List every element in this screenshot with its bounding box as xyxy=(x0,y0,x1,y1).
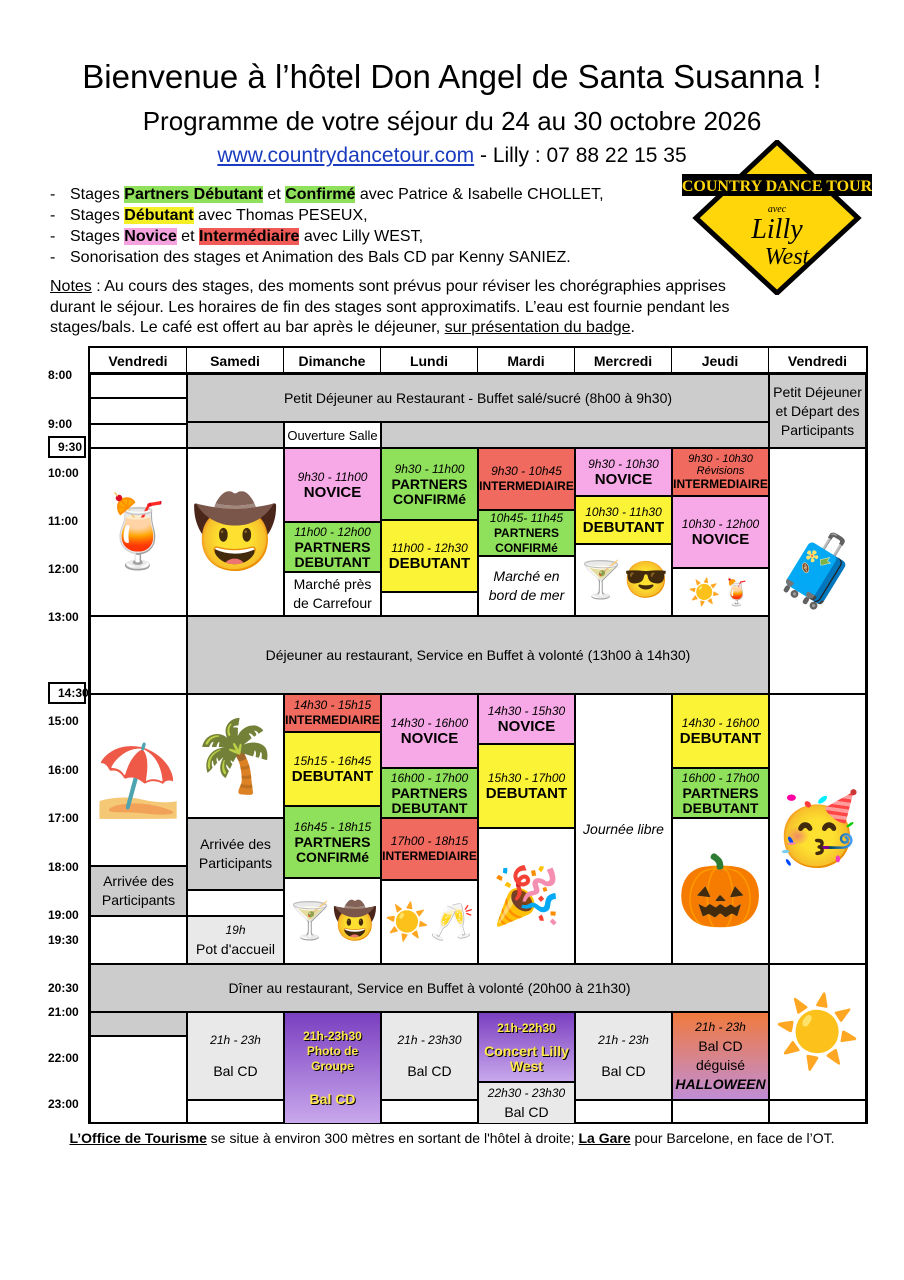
session-block: 16h45 - 18h15 PARTNERS CONFIRMé xyxy=(284,806,381,878)
empty-cell xyxy=(187,1100,284,1124)
logo-line2: avec xyxy=(767,204,787,215)
cocktail-icon: 🍹 xyxy=(720,577,753,607)
footer-note: L’Office de Tourisme se situe à environ 300 mètres en sortant de l'hôtel à droite; La Gare pour Barcelone, en face de l’OT. xyxy=(69,1130,835,1146)
empty-cell xyxy=(187,890,284,916)
sun-cocktail-cell xyxy=(672,568,769,616)
time-label: 18:00 xyxy=(48,860,79,874)
website-link[interactable]: www.countrydancetour.com xyxy=(217,144,475,167)
session-block: 14h30 - 16h00 DEBUTANT xyxy=(672,694,769,768)
day-header: Vendredi xyxy=(90,348,187,374)
breakfast-depart-block: Petit Déjeuner et Départ des Participants xyxy=(769,374,866,448)
cocktail-cell xyxy=(90,448,187,616)
martini-icon: 🍸 xyxy=(287,900,333,941)
cowboy-cell xyxy=(187,448,284,616)
pumpkin-icon: 🎃 xyxy=(676,852,765,930)
session-block: 14h30 - 15h15 INTERMEDIAIRE xyxy=(284,694,381,732)
empty-cell xyxy=(90,398,187,424)
stage-item: - Stages Novice et Intermédiaire avec Lilly WEST, xyxy=(50,226,604,247)
sunglasses-icon: 😎 xyxy=(623,559,669,600)
empty-cell xyxy=(90,424,187,448)
journee-libre: Journée libre xyxy=(575,694,672,964)
umbrella-icon: ⛱️ xyxy=(94,741,183,819)
bal-cd-block: 21h - 23h30 Bal CD xyxy=(381,1012,478,1100)
schedule-grid xyxy=(88,346,868,1124)
time-label: 11:00 xyxy=(48,514,79,528)
session-block: 16h00 - 17h00 PARTNERS DEBUTANT xyxy=(672,768,769,818)
bal-photo-block: 21h-23h30 Photo de Groupe Bal CD xyxy=(284,1012,381,1124)
logo-line4: West xyxy=(764,244,810,270)
dinner-block: Dîner au restaurant, Service en Buffet à volonté (20h00 à 21h30) xyxy=(90,964,769,1012)
marche-carrefour: Marché près de Carrefour xyxy=(284,572,381,616)
empty-cell xyxy=(90,916,187,964)
day-header: Dimanche xyxy=(284,348,381,374)
time-label: 17:00 xyxy=(48,811,79,825)
session-block: 15h15 - 16h45 DEBUTANT xyxy=(284,732,381,806)
page-subtitle: Programme de votre séjour du 24 au 30 octobre 2026 xyxy=(142,106,762,136)
time-label-boxed: 14:30 xyxy=(48,682,86,704)
party-cell xyxy=(769,694,866,964)
arrivee-samedi: Arrivée des Participants xyxy=(187,818,284,890)
grey-filler xyxy=(187,422,284,448)
session-block: 9h30 - 10h30 NOVICE xyxy=(575,448,672,496)
phone-text: - Lilly : 07 88 22 15 35 xyxy=(474,144,687,167)
arrivee-vendredi: Arrivée des Participants xyxy=(90,866,187,916)
bal-cd-block: 21h - 23h Bal CD xyxy=(575,1012,672,1100)
popper-icon: 🎉 xyxy=(491,864,562,927)
session-block: 11h00 - 12h00 PARTNERS DEBUTANT xyxy=(284,522,381,572)
suitcase-icon: 🧳 xyxy=(773,532,862,610)
time-label: 15:00 xyxy=(48,714,79,728)
time-label: 12:00 xyxy=(48,562,79,576)
day-header: Samedi xyxy=(187,348,284,374)
session-block: 10h30 - 11h30 DEBUTANT xyxy=(575,496,672,544)
sun-icon: ☀️ xyxy=(384,901,430,942)
sun-icon: ☀️ xyxy=(688,577,721,607)
empty-cell xyxy=(381,592,478,616)
session-block: 10h30 - 12h00 NOVICE xyxy=(672,496,769,568)
martini-sunglasses-cell xyxy=(575,544,672,616)
cocktail-icon: 🍹 xyxy=(94,493,183,571)
cowboy-icon: 🤠 xyxy=(332,900,378,941)
stage-item: - Stages Partners Débutant et Confirmé avec Patrice & Isabelle CHOLLET, xyxy=(50,184,604,205)
day-header: Vendredi xyxy=(769,348,866,374)
halloween-bal-block: 21h - 23h Bal CD déguisé HALLOWEEN xyxy=(672,1012,769,1100)
ouverture-salle: Ouverture Salle xyxy=(284,422,381,448)
session-block: 11h00 - 12h30 DEBUTANT xyxy=(381,520,478,592)
empty-cell xyxy=(90,374,187,398)
pumpkin-cell xyxy=(672,818,769,964)
country-dance-tour-logo xyxy=(682,140,872,295)
concert-block: 21h-22h30 Concert Lilly West xyxy=(478,1012,575,1082)
breakfast-block: Petit Déjeuner au Restaurant - Buffet salé/sucré (8h00 à 9h30) xyxy=(187,374,769,422)
stage-item: - Sonorisation des stages et Animation des Bals CD par Kenny SANIEZ. xyxy=(50,247,604,268)
empty-cell xyxy=(769,1100,866,1124)
time-label: 20:30 xyxy=(48,981,79,995)
session-block: 9h30 - 10h30 Révisions INTERMEDIAIRE xyxy=(672,448,769,496)
martini-icon: 🍸 xyxy=(578,559,624,600)
empty-cell xyxy=(381,1100,478,1124)
time-label: 8:00 xyxy=(48,368,73,382)
champagne-icon: 🥂 xyxy=(429,901,475,942)
suitcase-cell xyxy=(769,448,866,694)
stages-list xyxy=(50,184,604,268)
time-label: 10:00 xyxy=(48,466,79,480)
big-sun-cell xyxy=(769,964,866,1100)
time-label: 22:00 xyxy=(48,1051,79,1065)
popper-cell xyxy=(478,828,575,964)
sun-icon: ☀️ xyxy=(773,993,862,1071)
lunch-block: Déjeuner au restaurant, Service en Buffet à volonté (13h00 à 14h30) xyxy=(187,616,769,694)
time-label: 13:00 xyxy=(48,610,79,624)
marche-bord-de-mer: Marché en bord de mer xyxy=(478,556,575,616)
time-label: 19:30 xyxy=(48,933,79,947)
session-block: 16h00 - 17h00 PARTNERS DEBUTANT xyxy=(381,768,478,818)
sun-champagne-cell xyxy=(381,880,478,964)
logo-line1: COUNTRY DANCE TOUR xyxy=(682,178,872,195)
page-title: Bienvenue à l’hôtel Don Angel de Santa Susanna ! xyxy=(82,58,822,95)
time-label: 19:00 xyxy=(48,908,79,922)
session-block: 14h30 - 16h00 NOVICE xyxy=(381,694,478,768)
session-block: 15h30 - 17h00 DEBUTANT xyxy=(478,744,575,828)
session-block: 17h00 - 18h15 INTERMEDIAIRE xyxy=(381,818,478,880)
session-block: 9h30 - 11h00 NOVICE xyxy=(284,448,381,522)
bal-cd-block: 21h - 23h Bal CD xyxy=(187,1012,284,1100)
empty-cell xyxy=(672,1100,769,1124)
time-label: 23:00 xyxy=(48,1097,79,1111)
session-block: 10h45- 11h45 PARTNERS CONFIRMé xyxy=(478,510,575,556)
day-header: Lundi xyxy=(381,348,478,374)
time-label-boxed: 9:30 xyxy=(48,436,86,458)
bal-cd-block: 22h30 - 23h30 Bal CD xyxy=(478,1082,575,1124)
session-block: 9h30 - 11h00 PARTNERS CONFIRMé xyxy=(381,448,478,520)
palm-cell xyxy=(187,694,284,818)
time-label: 21:00 xyxy=(48,1005,79,1019)
cowboy-icon: 🤠 xyxy=(191,493,280,571)
day-header: Jeudi xyxy=(672,348,769,374)
day-header: Mardi xyxy=(478,348,575,374)
day-header: Mercredi xyxy=(575,348,672,374)
empty-cell xyxy=(90,1036,187,1124)
palm-icon: 🌴 xyxy=(191,717,280,795)
stage-item: - Stages Débutant avec Thomas PESEUX, xyxy=(50,205,604,226)
notes-paragraph: Notes : Au cours des stages, des moments sont prévus pour réviser les chorégraphies apprises durant le séjour. Les horaires de fin des stages sont approximatifs. L’eau est fournie pendant les stages/bals. Le café est offert au bar après le déjeuner, sur présentation du badge. xyxy=(50,278,730,336)
grey-filler xyxy=(381,422,769,448)
session-block: 9h30 - 10h45 INTERMEDIAIRE xyxy=(478,448,575,510)
session-block: 14h30 - 15h30 NOVICE xyxy=(478,694,575,744)
time-label: 9:00 xyxy=(48,417,73,431)
pot-accueil: 19h Pot d'accueil xyxy=(187,916,284,964)
empty-cell xyxy=(575,1100,672,1124)
logo-line3: Lilly xyxy=(751,214,803,245)
grey-filler xyxy=(90,1012,187,1036)
martini-cowboy-cell xyxy=(284,878,381,964)
umbrella-cell xyxy=(90,694,187,866)
time-label: 16:00 xyxy=(48,763,79,777)
party-icon: 🥳 xyxy=(773,790,862,868)
empty-cell xyxy=(90,616,187,694)
